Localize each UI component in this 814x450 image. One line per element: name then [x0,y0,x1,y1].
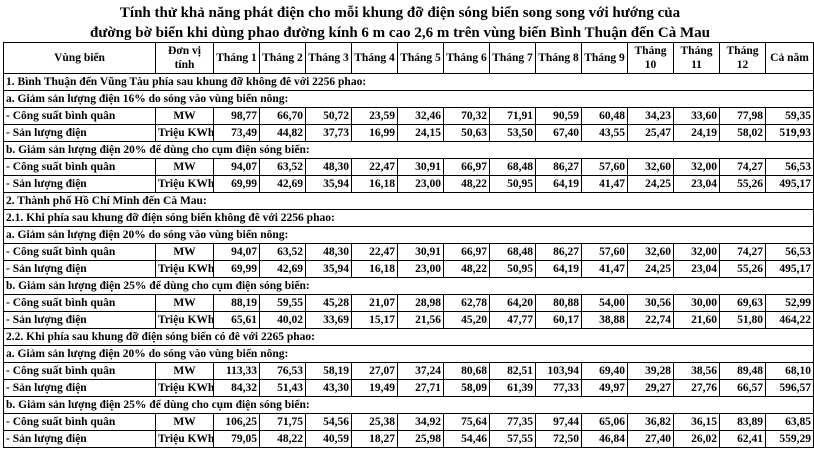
month-value-cell: 46,84 [582,431,628,448]
row-unit: MW [156,244,214,261]
month-value-cell: 62,78 [444,295,490,312]
month-value-cell: 68,48 [490,159,536,176]
section-row [4,74,814,91]
row-unit: Triệu KWh [156,261,214,278]
month-value-cell: 66,70 [260,108,306,125]
month-value-cell: 23,04 [674,176,720,193]
month-value-cell: 23,00 [398,261,444,278]
month-value-cell: 80,88 [536,295,582,312]
year-value-cell: 519,93 [766,125,814,142]
month-value-cell: 98,77 [214,108,260,125]
power-generation-table [3,42,814,448]
header-unit: Đơn vị tính [156,43,214,74]
month-value-cell: 48,22 [444,261,490,278]
month-value-cell: 90,59 [536,108,582,125]
row-unit: Triệu KWh [156,125,214,142]
month-value-cell: 35,94 [306,176,352,193]
month-value-cell: 51,80 [720,312,766,329]
year-value-cell: 596,57 [766,380,814,397]
month-value-cell: 55,26 [720,176,766,193]
section-heading: 1. Bình Thuận đến Vũng Tàu phía sau khung đỡ không đê với 2256 phao: [4,74,814,91]
month-value-cell: 57,60 [582,244,628,261]
header-month-11: Tháng 11 [674,43,720,74]
month-value-cell: 66,57 [720,380,766,397]
month-value-cell: 58,09 [444,380,490,397]
month-value-cell: 66,97 [444,159,490,176]
header-month-1: Tháng 1 [214,43,260,74]
month-value-cell: 106,25 [214,414,260,431]
month-value-cell: 32,60 [628,159,674,176]
month-value-cell: 54,46 [444,431,490,448]
month-value-cell: 67,40 [536,125,582,142]
month-value-cell: 28,98 [398,295,444,312]
month-value-cell: 34,92 [398,414,444,431]
month-value-cell: 27,07 [352,363,398,380]
title-line-2: đường bờ biển khi dùng phao đường kính 6 m cao 2,6 m trên vùng biển Bình Thuận đến Cà Mau [90,25,710,41]
month-value-cell: 86,27 [536,159,582,176]
month-value-cell: 22,47 [352,159,398,176]
table-row [4,125,814,142]
month-value-cell: 69,99 [214,261,260,278]
month-value-cell: 113,33 [214,363,260,380]
month-value-cell: 77,98 [720,108,766,125]
row-label: - Công suất bình quân [4,159,156,176]
month-value-cell: 76,53 [260,363,306,380]
month-value-cell: 37,73 [306,125,352,142]
section-row [4,278,814,295]
month-value-cell: 57,60 [582,159,628,176]
month-value-cell: 19,49 [352,380,398,397]
month-value-cell: 24,15 [398,125,444,142]
section-heading: 2.2. Khi phía sau khung đỡ điện sóng biển có đê với 2265 phao: [4,329,814,346]
header-year: Cả năm [766,43,814,74]
row-label: - Sản lượng điện [4,312,156,329]
section-heading: 2. Thành phố Hồ Chí Minh đến Cà Mau: [4,193,814,210]
table-row [4,108,814,125]
month-value-cell: 16,99 [352,125,398,142]
month-value-cell: 48,22 [444,176,490,193]
month-value-cell: 32,00 [674,159,720,176]
month-value-cell: 39,28 [628,363,674,380]
month-value-cell: 62,41 [720,431,766,448]
year-value-cell: 464,22 [766,312,814,329]
row-label: - Công suất bình quân [4,108,156,125]
section-row [4,329,814,346]
year-value-cell: 495,17 [766,261,814,278]
section-heading: a. Giảm sản lượng điện 20% do sóng vào vùng biển nông: [4,346,814,363]
month-value-cell: 21,60 [674,312,720,329]
month-value-cell: 38,88 [582,312,628,329]
row-label: - Sản lượng điện [4,261,156,278]
section-heading: 2.1. Khi phía sau khung đỡ điện sóng biển không đê với 2256 phao: [4,210,814,227]
header-month-7: Tháng 7 [490,43,536,74]
month-value-cell: 57,55 [490,431,536,448]
month-value-cell: 72,50 [536,431,582,448]
month-value-cell: 29,27 [628,380,674,397]
year-value-cell: 68,10 [766,363,814,380]
row-unit: MW [156,414,214,431]
year-value-cell: 59,35 [766,108,814,125]
month-value-cell: 30,91 [398,244,444,261]
month-value-cell: 45,28 [306,295,352,312]
title-line-1: Tính thử khả năng phát điện cho mỗi khung đỡ điện sóng biển song song với hướng của [119,5,681,21]
month-value-cell: 80,68 [444,363,490,380]
month-value-cell: 24,25 [628,261,674,278]
month-value-cell: 30,91 [398,159,444,176]
section-row [4,227,814,244]
month-value-cell: 24,19 [674,125,720,142]
month-value-cell: 27,71 [398,380,444,397]
row-label: - Công suất bình quân [4,363,156,380]
header-region: Vùng biển [4,43,156,74]
table-row [4,295,814,312]
header-month-5: Tháng 5 [398,43,444,74]
month-value-cell: 41,47 [582,176,628,193]
row-unit: Triệu KWh [156,176,214,193]
month-value-cell: 32,46 [398,108,444,125]
table-header-row [4,43,814,74]
year-value-cell: 495,17 [766,176,814,193]
month-value-cell: 58,19 [306,363,352,380]
section-heading: a. Giảm sản lượng điện 20% do sóng vào vùng biển nông: [4,227,814,244]
month-value-cell: 35,94 [306,261,352,278]
table-row [4,261,814,278]
section-row [4,91,814,108]
month-value-cell: 26,02 [674,431,720,448]
row-unit: Triệu KWh [156,380,214,397]
month-value-cell: 22,74 [628,312,674,329]
month-value-cell: 60,17 [536,312,582,329]
month-value-cell: 50,95 [490,261,536,278]
month-value-cell: 64,19 [536,261,582,278]
year-value-cell: 56,53 [766,244,814,261]
section-row [4,210,814,227]
table-body [4,74,814,448]
section-row [4,193,814,210]
table-row [4,244,814,261]
month-value-cell: 34,23 [628,108,674,125]
month-value-cell: 54,00 [582,295,628,312]
year-value-cell: 56,53 [766,159,814,176]
month-value-cell: 103,94 [536,363,582,380]
month-value-cell: 33,69 [306,312,352,329]
month-value-cell: 70,32 [444,108,490,125]
year-value-cell: 52,99 [766,295,814,312]
header-month-3: Tháng 3 [306,43,352,74]
month-value-cell: 32,00 [674,244,720,261]
row-label: - Công suất bình quân [4,295,156,312]
month-value-cell: 42,69 [260,176,306,193]
month-value-cell: 77,33 [536,380,582,397]
section-heading: a. Giảm sản lượng điện 16% do sóng vào vùng biển nông: [4,91,814,108]
row-label: - Sản lượng điện [4,176,156,193]
month-value-cell: 75,64 [444,414,490,431]
month-value-cell: 97,44 [536,414,582,431]
row-label: - Sản lượng điện [4,431,156,448]
month-value-cell: 50,72 [306,108,352,125]
month-value-cell: 94,07 [214,244,260,261]
month-value-cell: 65,61 [214,312,260,329]
table-row [4,176,814,193]
month-value-cell: 86,27 [536,244,582,261]
month-value-cell: 64,19 [536,176,582,193]
month-value-cell: 49,97 [582,380,628,397]
month-value-cell: 51,43 [260,380,306,397]
month-value-cell: 24,25 [628,176,674,193]
section-row [4,397,814,414]
month-value-cell: 32,60 [628,244,674,261]
section-heading: b. Giảm sản lượng điện 20% để dùng cho cụm điện sóng biển: [4,142,814,159]
section-heading: b. Giảm sản lượng điện 25% để dùng cho cụm điện sóng biển: [4,397,814,414]
month-value-cell: 68,48 [490,244,536,261]
month-value-cell: 25,47 [628,125,674,142]
month-value-cell: 36,15 [674,414,720,431]
month-value-cell: 27,76 [674,380,720,397]
month-value-cell: 82,51 [490,363,536,380]
month-value-cell: 74,27 [720,159,766,176]
month-value-cell: 15,17 [352,312,398,329]
row-label: - Công suất bình quân [4,244,156,261]
header-month-2: Tháng 2 [260,43,306,74]
month-value-cell: 21,07 [352,295,398,312]
month-value-cell: 40,59 [306,431,352,448]
month-value-cell: 63,52 [260,244,306,261]
month-value-cell: 16,18 [352,261,398,278]
month-value-cell: 94,07 [214,159,260,176]
header-month-10: Tháng 10 [628,43,674,74]
month-value-cell: 61,39 [490,380,536,397]
month-value-cell: 88,19 [214,295,260,312]
table-row [4,312,814,329]
month-value-cell: 71,91 [490,108,536,125]
section-row [4,346,814,363]
year-value-cell: 559,29 [766,431,814,448]
month-value-cell: 83,89 [720,414,766,431]
row-unit: MW [156,295,214,312]
month-value-cell: 33,60 [674,108,720,125]
row-unit: Triệu KWh [156,431,214,448]
header-month-4: Tháng 4 [352,43,398,74]
year-value-cell: 63,85 [766,414,814,431]
section-row [4,142,814,159]
month-value-cell: 63,52 [260,159,306,176]
month-value-cell: 44,82 [260,125,306,142]
month-value-cell: 58,02 [720,125,766,142]
row-unit: MW [156,159,214,176]
month-value-cell: 53,50 [490,125,536,142]
month-value-cell: 69,63 [720,295,766,312]
month-value-cell: 84,32 [214,380,260,397]
document-title [0,0,800,42]
header-month-12: Tháng 12 [720,43,766,74]
month-value-cell: 21,56 [398,312,444,329]
month-value-cell: 22,47 [352,244,398,261]
month-value-cell: 38,56 [674,363,720,380]
month-value-cell: 65,06 [582,414,628,431]
month-value-cell: 66,97 [444,244,490,261]
month-value-cell: 16,18 [352,176,398,193]
month-value-cell: 50,95 [490,176,536,193]
header-month-6: Tháng 6 [444,43,490,74]
month-value-cell: 50,63 [444,125,490,142]
month-value-cell: 43,30 [306,380,352,397]
month-value-cell: 74,27 [720,244,766,261]
month-value-cell: 23,00 [398,176,444,193]
row-unit: MW [156,363,214,380]
month-value-cell: 64,20 [490,295,536,312]
table-row [4,414,814,431]
month-value-cell: 42,69 [260,261,306,278]
month-value-cell: 55,26 [720,261,766,278]
header-month-9: Tháng 9 [582,43,628,74]
month-value-cell: 25,98 [398,431,444,448]
header-month-8: Tháng 8 [536,43,582,74]
month-value-cell: 41,47 [582,261,628,278]
month-value-cell: 48,30 [306,159,352,176]
month-value-cell: 47,77 [490,312,536,329]
row-label: - Sản lượng điện [4,125,156,142]
month-value-cell: 54,56 [306,414,352,431]
month-value-cell: 73,49 [214,125,260,142]
table-row [4,380,814,397]
month-value-cell: 89,48 [720,363,766,380]
month-value-cell: 23,59 [352,108,398,125]
table-row [4,159,814,176]
month-value-cell: 79,05 [214,431,260,448]
month-value-cell: 40,02 [260,312,306,329]
month-value-cell: 77,35 [490,414,536,431]
row-unit: MW [156,108,214,125]
month-value-cell: 30,00 [674,295,720,312]
month-value-cell: 59,55 [260,295,306,312]
row-unit: Triệu KWh [156,312,214,329]
month-value-cell: 23,04 [674,261,720,278]
month-value-cell: 69,40 [582,363,628,380]
month-value-cell: 37,24 [398,363,444,380]
section-heading: b. Giảm sản lượng điện 25% để dùng cho cụm điện sóng biển: [4,278,814,295]
month-value-cell: 48,22 [260,431,306,448]
month-value-cell: 36,82 [628,414,674,431]
table-row [4,363,814,380]
month-value-cell: 25,38 [352,414,398,431]
table-row [4,431,814,448]
month-value-cell: 60,48 [582,108,628,125]
row-label: - Sản lượng điện [4,380,156,397]
month-value-cell: 30,56 [628,295,674,312]
month-value-cell: 48,30 [306,244,352,261]
row-label: - Công suất bình quân [4,414,156,431]
month-value-cell: 27,40 [628,431,674,448]
month-value-cell: 18,27 [352,431,398,448]
month-value-cell: 45,20 [444,312,490,329]
month-value-cell: 43,55 [582,125,628,142]
month-value-cell: 69,99 [214,176,260,193]
month-value-cell: 71,75 [260,414,306,431]
